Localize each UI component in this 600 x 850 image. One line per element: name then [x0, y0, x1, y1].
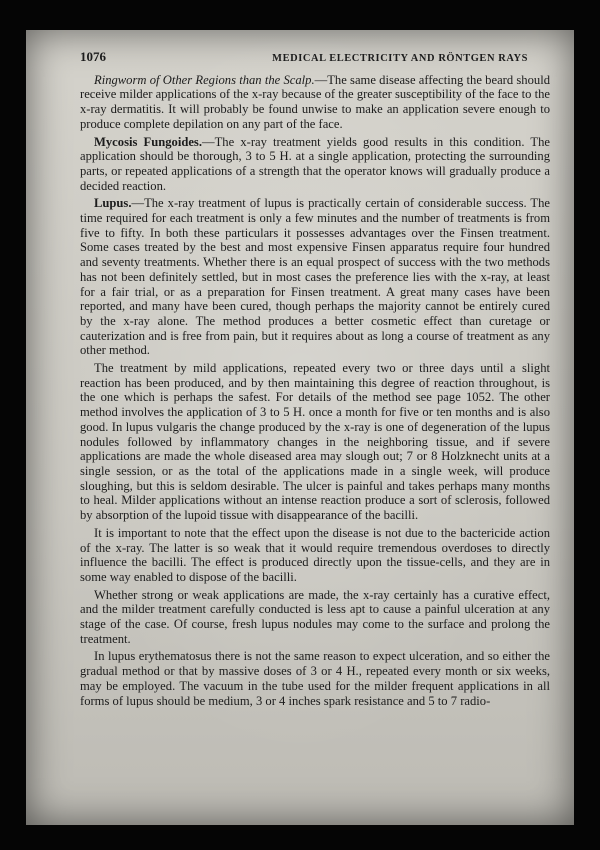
- paragraph-text: —The x-ray treatment yields good results in this condition. The application should be thorough, 3 to 5 H. at a single application, protecting the surrounding parts, or repeated applications of a strength that the operator knows will gradually produce a decided reaction.: [80, 134, 550, 193]
- paragraph-lupus: [80, 196, 550, 358]
- heading-mycosis: Mycosis Fungoides.: [94, 134, 202, 149]
- paragraph-text: In lupus erythematosus there is not the same reason to expect ulceration, and so either the gradual method or that by massive doses of 3 or 4 H., repeated every month or six weeks, may be employed. The vacuum in the tube used for the milder frequent applications in all forms of lupus should be medium, 3 or 4 inches spark resistance and 5 to 7 radio-: [80, 649, 550, 708]
- paragraph-mycosis: [80, 135, 550, 194]
- paragraph-text: —The x-ray treatment of lupus is practically certain of considerable success. The time required for each treatment is only a few minutes and the number of treatments is from five to fifty. In both these particulars it possesses advantages over the Finsen treatment. Some cases treated by the best and most expensive Finsen apparatus require four hundred and seventy treatments. Whether there is an equal prospect of success with the two methods has not been definitely settled, but in most cases the preference lies with the x-ray, at least for a fair trial, or as a preparation for Finsen treatment. A great many cases have been reported, and many have been cured, though perhaps the majority cannot be entirely cured by the x-ray alone. The method produces a better cosmetic effect than curetage or cauterization and is free from pain, but it requires about as long a course of treatment as any other method.: [80, 196, 550, 358]
- page-header: [80, 50, 550, 67]
- paragraph-strong-weak: [80, 588, 550, 647]
- paragraph-text: Whether strong or weak applications are made, the x-ray certainly has a curative effect, and the milder treatment carefully conducted is less apt to cause a painful ulceration at any stage of the case. Of course, fresh lupus nodules may come to the surface and prolong the treatment.: [80, 587, 550, 646]
- paragraph-treatment: [80, 361, 550, 523]
- running-head: MEDICAL ELECTRICITY AND RÖNTGEN RAYS: [272, 53, 528, 64]
- paragraph-ringworm: [80, 73, 550, 132]
- paragraph-text: The treatment by mild applications, repeated every two or three days until a slight reaction has been produced, and by then maintaining this degree of reaction throughout, is the one which is perhaps the safest. For details of the method see page 1052. The other method involves the application of 3 to 5 H. once a month for five or ten months and is also good. In lupus vulgaris the change produced by the x-ray is one of degeneration of the lupus nodules followed by inflammatory changes in the neighboring tissue, and if severe applications are made the whole diseased area may slough out; 7 or 8 Holzknecht units at a single session, or as the total of the applications made in a single week, will produce sloughing, but this is seldom desirable. The ulcer is painful and takes perhaps many months to heal. Milder applications without an intense reaction produce a sort of sclerosis, followed by absorption of the lupoid tissue with disappearance of the bacilli.: [80, 361, 550, 523]
- book-page: [26, 30, 574, 825]
- paragraph-erythematosus: [80, 649, 550, 708]
- heading-lupus: Lupus.: [94, 196, 132, 211]
- heading-ringworm: Ringworm of Other Regions than the Scalp.: [94, 72, 315, 87]
- paragraph-bactericide: [80, 526, 550, 585]
- paragraph-text: It is important to note that the effect upon the disease is not due to the bactericide action of the x-ray. The latter is so weak that it would require tremendous overdoses to directly influence the bacilli. The effect is produced directly upon the tissue-cells, and they are in some way enabled to dispose of the bacilli.: [80, 525, 550, 584]
- paragraph-text: —The same disease affecting the beard should receive milder applications of the x-ray because of the greater susceptibility of the face to the x-ray dermatitis. It will probably be found unwise to make an application severe enough to produce complete depilation on any part of the face.: [80, 72, 550, 131]
- page-content: [80, 50, 550, 711]
- page-number: 1076: [80, 49, 106, 64]
